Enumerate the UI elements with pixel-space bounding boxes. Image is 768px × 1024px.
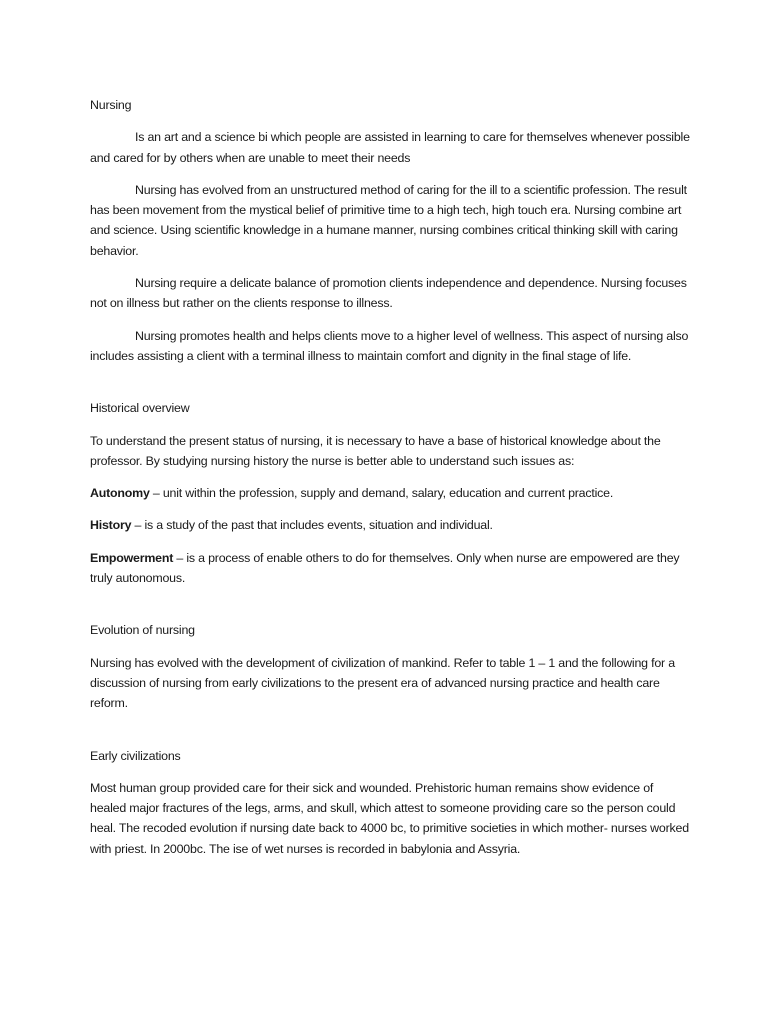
definition-autonomy xyxy=(90,483,690,503)
definition-empowerment xyxy=(90,548,690,589)
definition-term: Empowerment xyxy=(90,550,174,565)
paragraph-nursing-evolution: Nursing has evolved from an unstructured method of caring for the ill to a scientific profession. The result has been movement from the mystical belief of primitive time to a high tech, high touch era. Nursing combine art and science. Using scientific knowledge in a humane manner, nursing combines critical thinking skill with caring behavior. xyxy=(90,182,687,258)
document-page xyxy=(90,95,690,871)
paragraph-evolution: Nursing has evolved with the development of civilization of mankind. Refer to table 1 – 1 and the following for a discussion of nursing from early civilizations to the present era of advanced nursing practice and health care reform. xyxy=(90,655,675,711)
paragraph-historical-intro: To understand the present status of nursing, it is necessary to have a base of historical knowledge about the professor. By studying nursing history the nurse is better able to understand such issues as: xyxy=(90,433,661,468)
paragraph-early-civilizations: Most human group provided care for their sick and wounded. Prehistoric human remains show evidence of healed major fractures of the legs, arms, and skull, which attest to someone providing care so the person could heal. The recoded evolution if nursing date back to 4000 bc, to primitive societies in which mother- nurses worked with priest. In 2000bc. The ise of wet nurses is recorded in babylonia and Assyria. xyxy=(90,780,689,856)
section-heading-early-civilizations: Early civilizations xyxy=(90,748,181,763)
section-spacer xyxy=(90,726,690,746)
section-heading-historical-overview: Historical overview xyxy=(90,401,190,416)
section-spacer xyxy=(90,600,690,620)
paragraph-nursing-definition: Is an art and a science bi which people are assisted in learning to care for themselves whenever possible and cared for by others when are unable to meet their needs xyxy=(90,130,690,165)
definition-text: – unit within the profession, supply and demand, salary, education and current practice. xyxy=(149,486,614,501)
definition-term: History xyxy=(90,518,132,533)
definition-text: – is a study of the past that includes events, situation and individual. xyxy=(131,518,493,533)
paragraph-nursing-wellness: Nursing promotes health and helps clients move to a higher level of wellness. This aspect of nursing also includes assisting a client with a terminal illness to maintain comfort and dignity in the final stage of life. xyxy=(90,328,689,363)
section-spacer xyxy=(90,378,690,398)
definition-history xyxy=(90,515,690,535)
paragraph-nursing-balance: Nursing require a delicate balance of promotion clients independence and dependence. Nursing focuses not on illness but rather on the clients response to illness. xyxy=(90,276,687,311)
section-heading-evolution-of-nursing: Evolution of nursing xyxy=(90,623,195,638)
definition-text: – is a process of enable others to do for themselves. Only when nurse are empowered are they truly autonomous. xyxy=(90,550,680,586)
section-heading-nursing: Nursing xyxy=(90,98,132,112)
definition-term: Autonomy xyxy=(90,486,150,501)
